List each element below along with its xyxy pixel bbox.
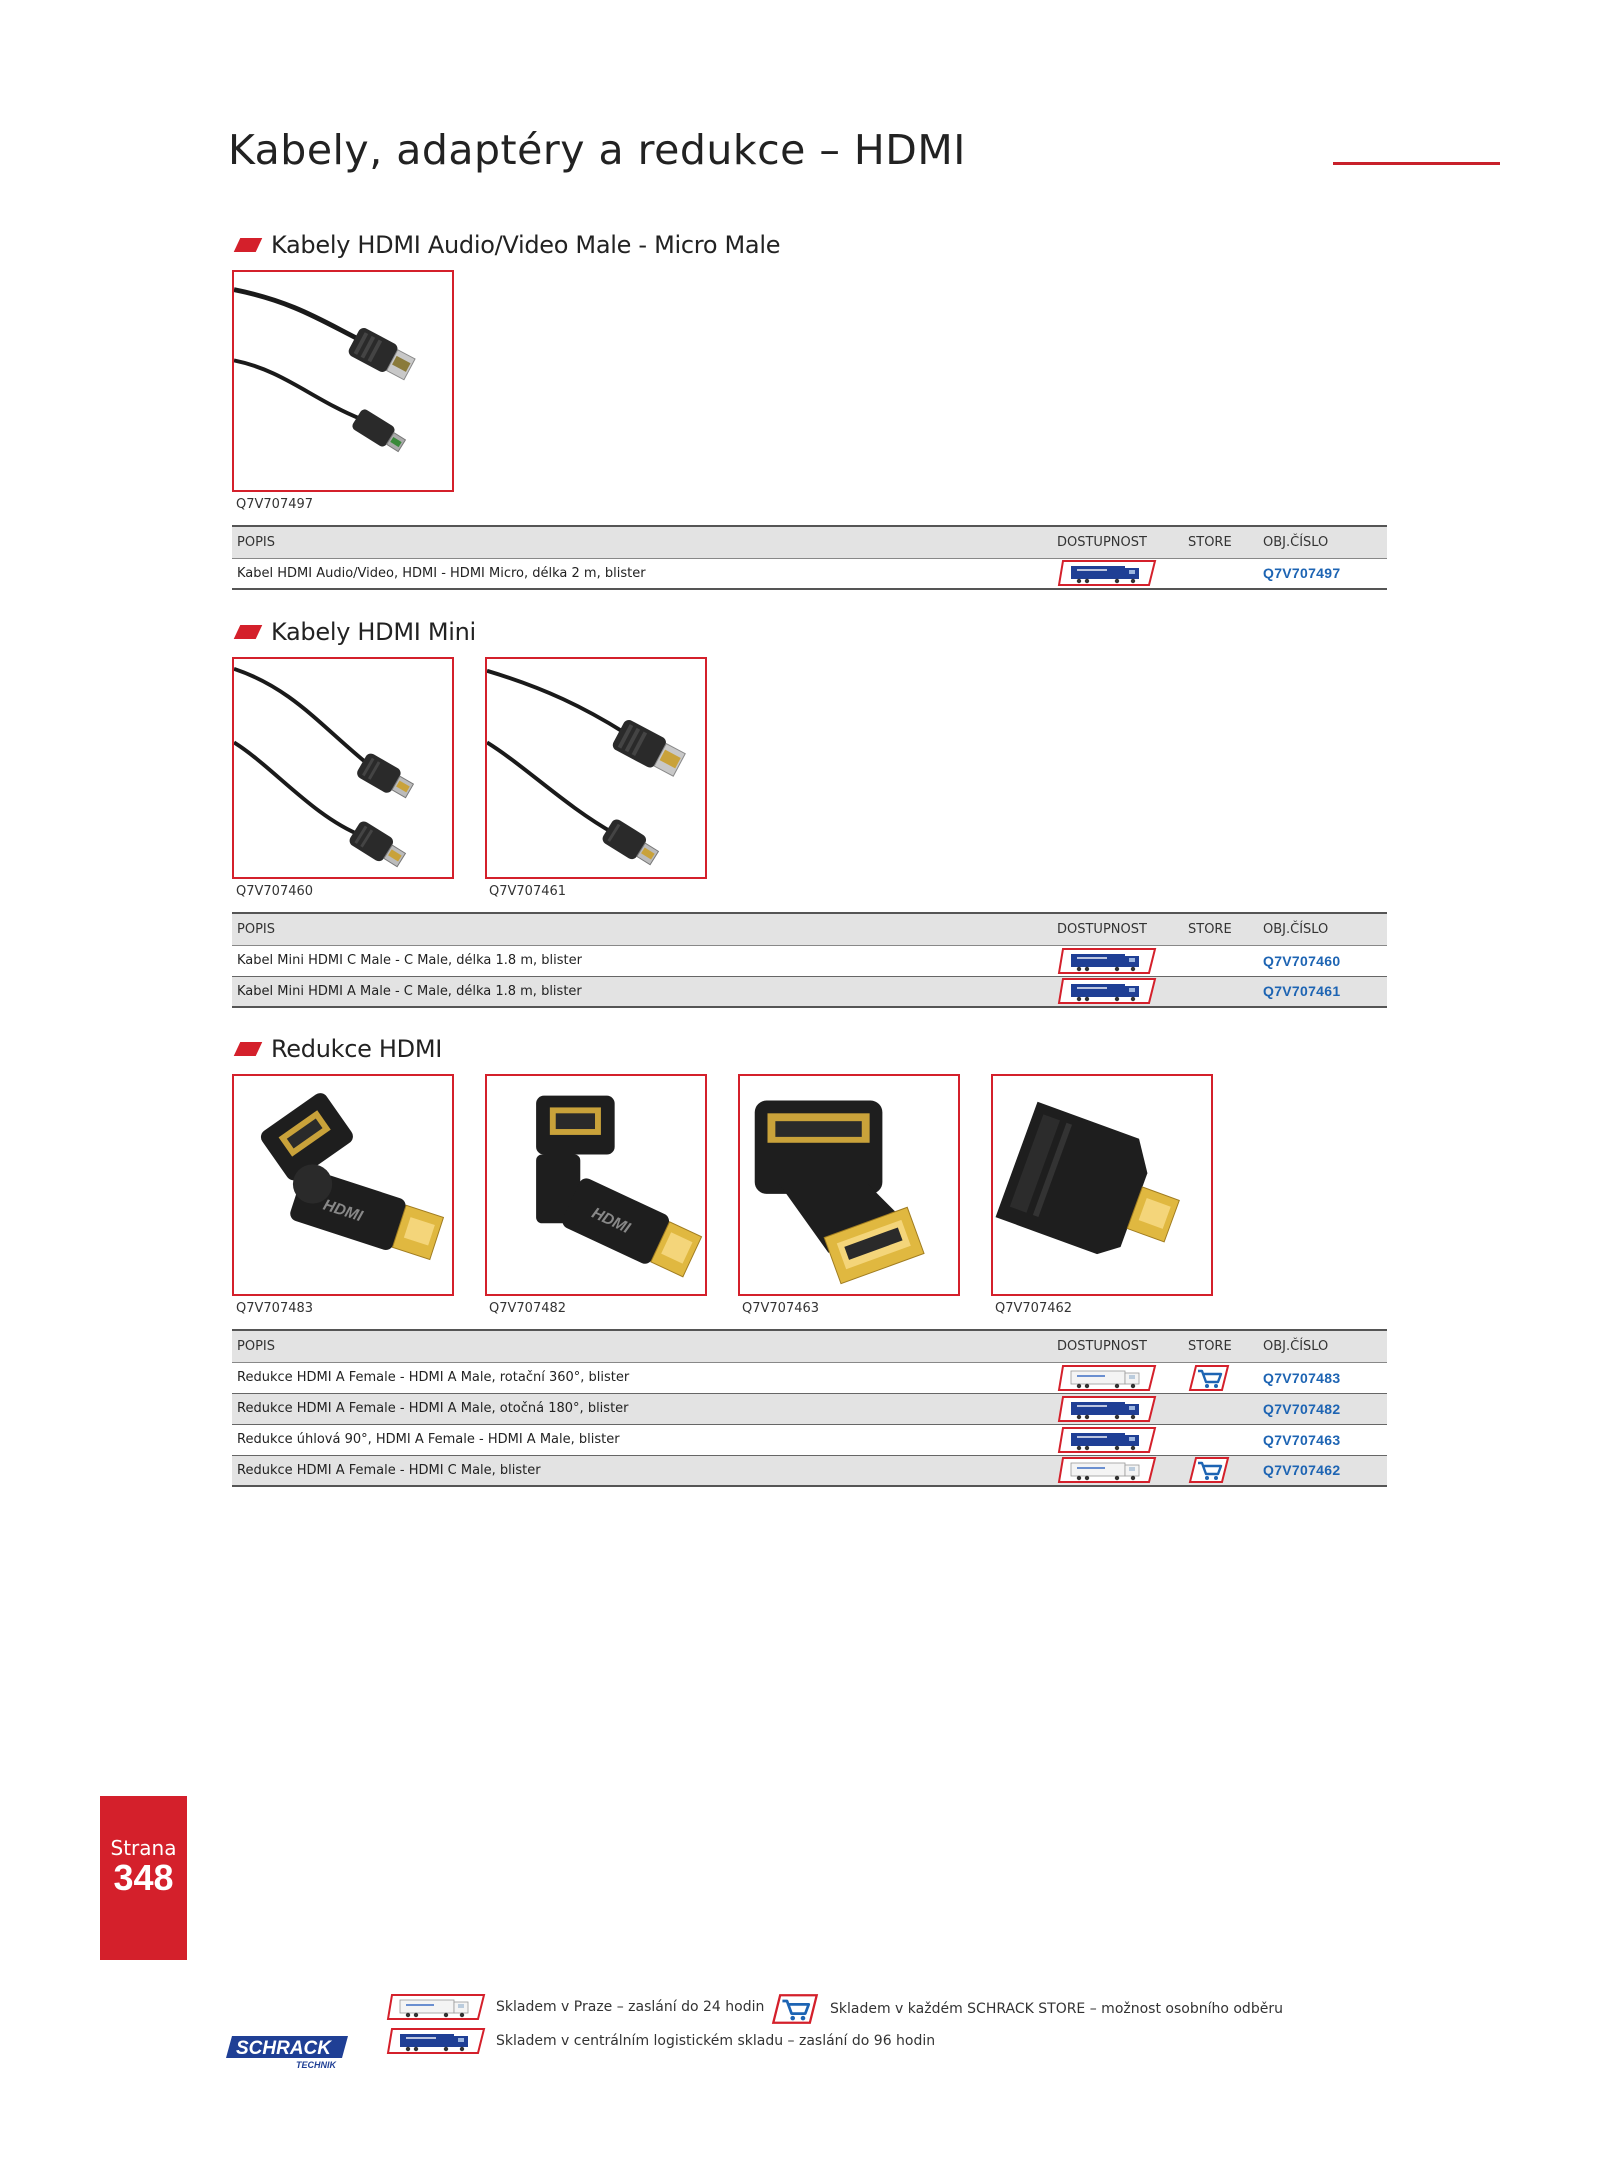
hdmi-to-mini-cable-icon	[487, 659, 705, 877]
product-image	[232, 270, 454, 492]
row-order-number[interactable]: Q7V707460	[1257, 945, 1387, 976]
page-number-tab	[100, 1796, 187, 1960]
product-card[interactable]	[232, 270, 454, 512]
table-row[interactable]	[232, 1362, 1387, 1393]
product-image	[232, 1074, 454, 1296]
cart-icon	[770, 1993, 820, 2025]
truck-blue-icon	[1057, 1395, 1157, 1423]
row-availability	[1057, 1362, 1182, 1393]
truck-blue-icon	[1057, 559, 1157, 587]
truck-white-icon	[386, 1993, 486, 2021]
hdmi-rotating-adapter-icon	[487, 1076, 705, 1294]
section-title: Redukce HDMI	[271, 1035, 443, 1063]
cart-icon	[1188, 1456, 1230, 1484]
product-image-code: Q7V707462	[995, 1301, 1073, 1316]
row-order-number[interactable]: Q7V707483	[1257, 1362, 1387, 1393]
truck-blue-icon	[1057, 977, 1157, 1005]
row-order-number[interactable]: Q7V707462	[1257, 1455, 1387, 1486]
product-images	[232, 1074, 1387, 1329]
legend-store-text: Skladem v každém SCHRACK STORE – možnost osobního odběru	[830, 2001, 1283, 2017]
row-store	[1182, 1424, 1257, 1455]
hdmi-micro-cable-icon	[234, 272, 452, 490]
product-image	[738, 1074, 960, 1296]
section-marker-icon	[234, 625, 263, 639]
row-store	[1182, 945, 1257, 976]
table-row[interactable]	[232, 976, 1387, 1007]
section-heading	[232, 1034, 1387, 1064]
product-image	[485, 1074, 707, 1296]
row-availability	[1057, 945, 1182, 976]
column-header-dostupnost: DOSTUPNOST	[1057, 913, 1182, 945]
product-image-code: Q7V707482	[489, 1301, 567, 1316]
product-card[interactable]	[485, 657, 707, 899]
truck-blue-icon	[386, 2027, 486, 2055]
truck-blue-icon	[1057, 1426, 1157, 1454]
product-image	[485, 657, 707, 879]
column-header-obj: OBJ.ČÍSLO	[1257, 1330, 1387, 1362]
row-store	[1182, 1362, 1257, 1393]
table-row[interactable]	[232, 1424, 1387, 1455]
section-heading	[232, 617, 1387, 647]
truck-white-icon	[1057, 1456, 1157, 1484]
product-image-code: Q7V707483	[236, 1301, 314, 1316]
row-store	[1182, 1393, 1257, 1424]
legend-central-text: Skladem v centrálním logistickém skladu – zaslání do 96 hodin	[496, 2033, 936, 2049]
page-title: Kabely, adaptéry a redukce – HDMI	[228, 126, 966, 174]
row-availability	[1057, 1455, 1182, 1486]
legend-prague	[386, 1993, 764, 2021]
row-description: Kabel Mini HDMI C Male - C Male, délka 1.8 m, blister	[232, 945, 1057, 976]
product-table	[232, 525, 1387, 590]
table-header-row	[232, 526, 1387, 558]
hdmi-angle-adapter-icon	[740, 1076, 958, 1294]
row-description: Redukce HDMI A Female - HDMI A Male, rotační 360°, blister	[232, 1362, 1057, 1393]
title-rule	[1333, 162, 1500, 165]
table-row[interactable]	[232, 945, 1387, 976]
product-image-code: Q7V707460	[236, 884, 314, 899]
table-header-row	[232, 1330, 1387, 1362]
legend-prague-text: Skladem v Praze – zaslání do 24 hodin	[496, 1999, 765, 2015]
logo-subtext: TECHNIK	[296, 2060, 336, 2070]
column-header-obj: OBJ.ČÍSLO	[1257, 526, 1387, 558]
column-header-dostupnost: DOSTUPNOST	[1057, 526, 1182, 558]
section-marker-icon	[234, 1042, 263, 1056]
truck-blue-icon	[1057, 947, 1157, 975]
column-header-store: STORE	[1182, 1330, 1257, 1362]
product-images	[232, 270, 1387, 525]
column-header-store: STORE	[1182, 913, 1257, 945]
row-description: Redukce HDMI A Female - HDMI A Male, otočná 180°, blister	[232, 1393, 1057, 1424]
row-availability	[1057, 1393, 1182, 1424]
page-number: 348	[113, 1857, 174, 1898]
product-section	[232, 617, 1387, 1008]
page-label: Strana	[110, 1836, 177, 1860]
product-table	[232, 912, 1387, 1008]
legend-central	[386, 2027, 935, 2055]
table-row[interactable]	[232, 1455, 1387, 1486]
row-availability	[1057, 1424, 1182, 1455]
truck-white-icon	[1057, 1364, 1157, 1392]
row-description: Kabel Mini HDMI A Male - C Male, délka 1.8 m, blister	[232, 976, 1057, 1007]
product-image-code: Q7V707461	[489, 884, 567, 899]
section-title: Kabely HDMI Mini	[271, 618, 476, 646]
column-header-popis: POPIS	[232, 1330, 1057, 1362]
section-title: Kabely HDMI Audio/Video Male - Micro Male	[271, 231, 781, 259]
product-section	[232, 1034, 1387, 1487]
row-order-number[interactable]: Q7V707497	[1257, 558, 1387, 589]
product-image	[232, 657, 454, 879]
table-row[interactable]	[232, 1393, 1387, 1424]
product-card[interactable]	[232, 657, 454, 899]
table-row[interactable]	[232, 558, 1387, 589]
column-header-popis: POPIS	[232, 526, 1057, 558]
product-images	[232, 657, 1387, 912]
schrack-logo	[226, 2032, 350, 2072]
product-table	[232, 1329, 1387, 1487]
product-card[interactable]	[991, 1074, 1213, 1316]
product-section	[232, 230, 1387, 590]
product-image-code: Q7V707463	[742, 1301, 820, 1316]
hdmi-mini-adapter-icon	[993, 1076, 1211, 1294]
row-availability	[1057, 558, 1182, 589]
row-description: Kabel HDMI Audio/Video, HDMI - HDMI Micro, délka 2 m, blister	[232, 558, 1057, 589]
section-marker-icon	[234, 238, 263, 252]
row-store	[1182, 1455, 1257, 1486]
row-order-number[interactable]: Q7V707461	[1257, 976, 1387, 1007]
row-availability	[1057, 976, 1182, 1007]
hdmi-swivel-adapter-icon	[234, 1076, 452, 1294]
hdmi-mini-cable-icon	[234, 659, 452, 877]
cart-icon	[1188, 1364, 1230, 1392]
row-description: Redukce úhlová 90°, HDMI A Female - HDMI A Male, blister	[232, 1424, 1057, 1455]
column-header-store: STORE	[1182, 526, 1257, 558]
product-image-code: Q7V707497	[236, 497, 314, 512]
product-card[interactable]	[738, 1074, 960, 1316]
table-header-row	[232, 913, 1387, 945]
row-store	[1182, 976, 1257, 1007]
column-header-obj: OBJ.ČÍSLO	[1257, 913, 1387, 945]
row-store	[1182, 558, 1257, 589]
product-card[interactable]	[485, 1074, 707, 1316]
section-heading	[232, 230, 1387, 260]
product-card[interactable]	[232, 1074, 454, 1316]
legend-store	[770, 1993, 1283, 2025]
column-header-popis: POPIS	[232, 913, 1057, 945]
row-order-number[interactable]: Q7V707482	[1257, 1393, 1387, 1424]
column-header-dostupnost: DOSTUPNOST	[1057, 1330, 1182, 1362]
product-image	[991, 1074, 1213, 1296]
logo-text: SCHRACK	[236, 2038, 331, 2059]
row-order-number[interactable]: Q7V707463	[1257, 1424, 1387, 1455]
row-description: Redukce HDMI A Female - HDMI C Male, blister	[232, 1455, 1057, 1486]
